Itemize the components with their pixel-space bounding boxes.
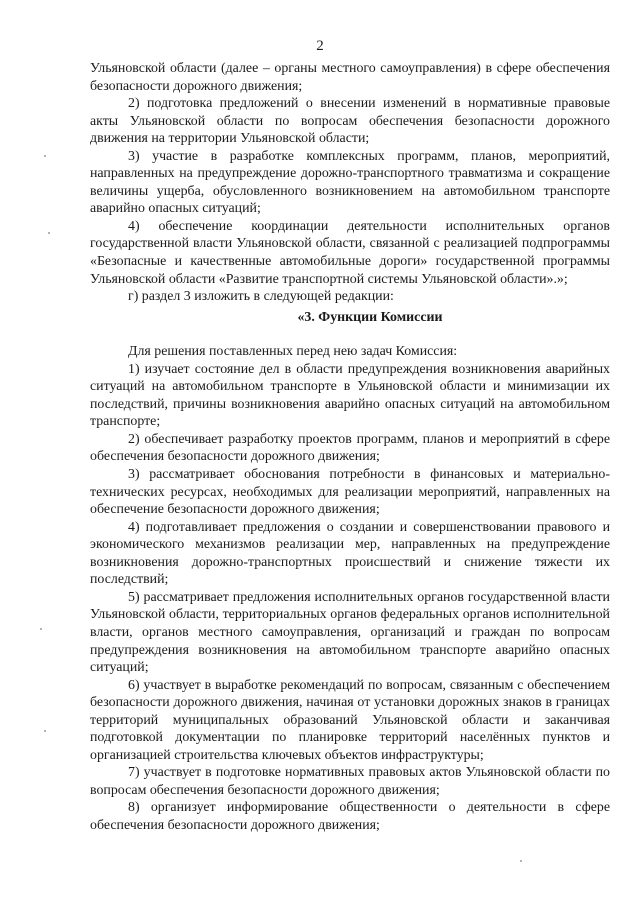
function-item-2: 2) обеспечивает разработку проектов программ, планов и мероприятий в сфере обеспечения безопасности дорожного движения;: [90, 431, 610, 465]
paragraph-item-2: 2) подготовка предложений о внесении изменений в нормативные правовые акты Ульяновской области по вопросам обеспечения безопасности дорожного движения на территории Ульяновской области;: [90, 96, 610, 147]
page-number: 2: [316, 38, 324, 54]
scan-speck: [44, 155, 46, 157]
function-item-6: 6) участвует в выработке рекомендаций по вопросам, связанным с обеспечением безопасности дорожного движения, начиная от установки дорожных знаков в границах территорий муниципальных образований Ульяновской области и заканчивая подготовкой документации по планировке территорий населённых пунктов и организацией строительства ключевых объектов инфраструктуры;: [90, 677, 610, 763]
paragraph-item-4: 4) обеспечение координации деятельности исполнительных органов государственной власти Ульяновской области, связанной с реализацией подпрограммы «Безопасные и качественные автомобильные дороги» государственной программы Ульяновской области «Развитие транспортной системы Ульяновской области».»;: [90, 218, 610, 287]
scan-speck: [44, 730, 46, 732]
document-body: [90, 60, 610, 835]
section-heading: «3. Функции Комиссии: [297, 309, 443, 325]
function-item-7: 7) участвует в подготовке нормативных правовых актов Ульяновской области по вопросам обеспечения безопасности дорожного движения;: [90, 765, 610, 798]
paragraph-continuation: Ульяновской области (далее – органы местного самоуправления) в сфере обеспечения безопасности дорожного движения;: [90, 61, 610, 94]
function-item-4: 4) подготавливает предложения о создании и совершенствовании правового и экономического механизмов реализации мер, направленных на предупреждение возникновения дорожно-транспортных происшествий и снижение тяжести их последствий;: [90, 519, 610, 588]
scan-speck: [40, 628, 42, 630]
scan-speck: [48, 232, 50, 234]
scan-speck: [520, 860, 522, 862]
paragraph-amendment-g: г) раздел 3 изложить в следующей редакции:: [128, 289, 394, 305]
paragraph-intro: Для решения поставленных перед нею задач Комиссия:: [128, 344, 458, 360]
function-item-3: 3) рассматривает обоснования потребности в финансовых и материально-технических ресурсах, необходимых для реализации мероприятий, направленных на обеспечение безопасности дорожного движения;: [90, 467, 610, 518]
function-item-1: 1) изучает состояние дел в области предупреждения возникновения аварийных ситуаций на автомобильном транспорте в Ульяновской области и минимизации их последствий, причины возникновения аварийно опасных ситуаций на автомобильном транспорте;: [90, 361, 610, 430]
function-item-8: 8) организует информирование общественности о деятельности в сфере обеспечения безопасности дорожного движения;: [90, 800, 610, 833]
paragraph-item-3: 3) участие в разработке комплексных программ, планов, мероприятий, направленных на предупреждение дорожно-транспортного травматизма и сокращение величины ущерба, обусловленного возникновением на автомобильном транспорте аварийно опасных ситуаций;: [90, 148, 610, 217]
function-item-5: 5) рассматривает предложения исполнительных органов государственной власти Ульяновской области, территориальных органов федеральных органов исполнительной власти, органов местного самоуправления, организаций и граждан по вопросам предупреждения возникновения на автомобильном транспорте аварийно опасных ситуаций;: [90, 589, 610, 676]
